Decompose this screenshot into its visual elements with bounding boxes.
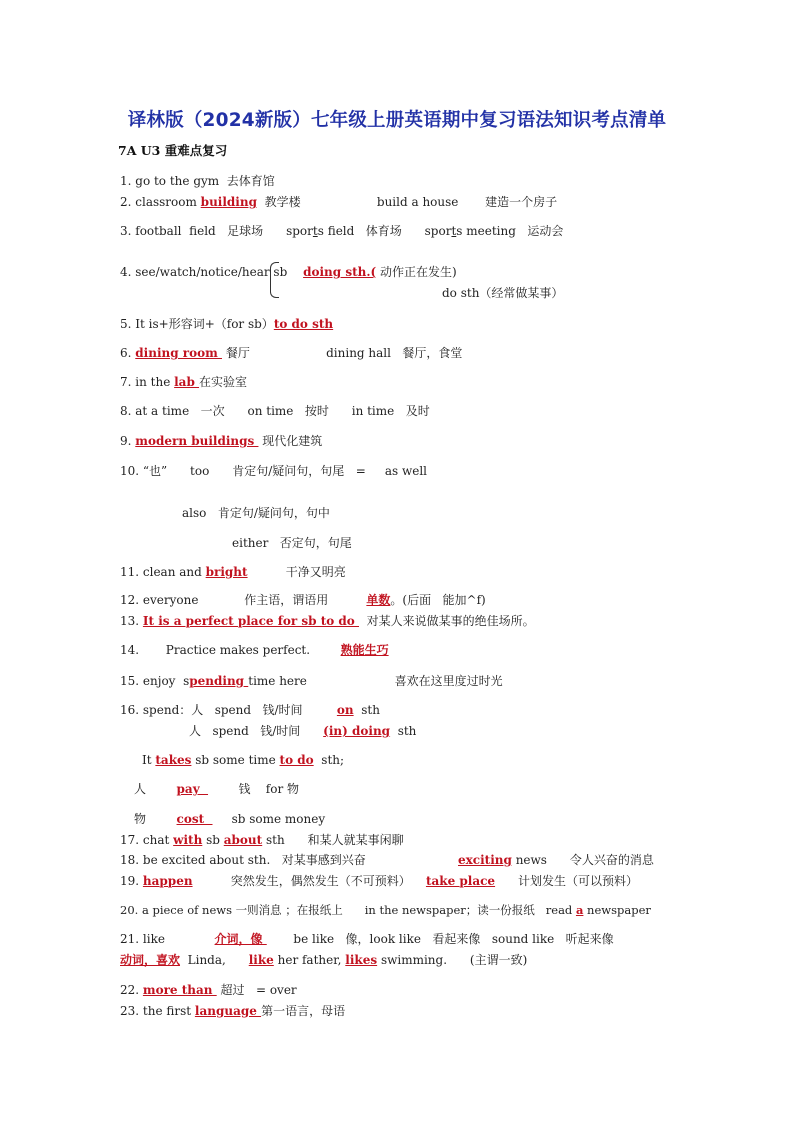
item-18: 18. be excited about sth. 对某事感到兴奋 [120, 853, 366, 867]
item-1: 1. go to the gym 去体育馆 [120, 174, 275, 188]
item-16-c: It takes sb some time to do sth; [142, 753, 345, 767]
answer-blank: pay [176, 782, 209, 796]
section-subtitle: 7A U3 重难点复习 [118, 143, 228, 158]
item-4: 4. see/watch/notice/hear sb doing sth.( 动作正在发生) [120, 265, 457, 279]
item-12: 12. everyone 作主语，谓语用 单数。(后面 能加^f) [120, 593, 486, 607]
answer-blank: to do [279, 753, 314, 767]
answer-blank: happen [142, 874, 193, 888]
item-21: 21. like 介词，像 be like 像，look like 看起来像 sound like 听起来像 [120, 932, 614, 946]
item-11: 11. clean and bright 干净又明亮 [120, 565, 346, 579]
page-title: 译林版（2024新版）七年级上册英语期中复习语法知识考点清单 [127, 110, 667, 131]
answer-blank: 熟能生巧 [340, 643, 389, 657]
brace-bracket [270, 262, 279, 298]
item-16: 16. spend：人 spend 钱/时间 on sth [120, 703, 380, 717]
answer-blank: to do sth [273, 317, 334, 331]
item-21-b: 动词，喜欢 Linda, like her father, likes swimming. (主谓一致) [120, 953, 528, 967]
answer-blank: on [336, 703, 354, 717]
answer-blank: lab [174, 375, 200, 389]
item-18-b: exciting news 令人兴奋的消息 [458, 853, 654, 867]
item-23: 23. the first language 第一语言，母语 [120, 1004, 346, 1018]
answer-blank: exciting [458, 853, 512, 867]
item-10-either: either 否定句，句尾 [232, 536, 352, 550]
item-7: 7. in the lab 在实验室 [120, 375, 248, 389]
answer-blank: It is a perfect place for sb to do [142, 614, 359, 628]
answer-blank: pending [189, 674, 249, 688]
item-19: 19. happen 突然发生，偶然发生（不可预料） take place 计划发生（可以预料） [120, 874, 638, 888]
item-16-d: 人 pay 钱 for 物 [134, 782, 300, 796]
item-22: 22. more than 超过 = over [120, 983, 297, 997]
item-10: 10. “也” too 肯定句/疑问句，句尾 = as well [120, 464, 428, 478]
answer-blank: more than [142, 983, 217, 997]
item-13: 13. It is a perfect place for sb to do 对某人来说做某事的绝佳场所。 [120, 614, 535, 628]
item-4-alt: do sth（经常做某事） [442, 286, 564, 300]
item-16-e: 物 cost sb some money [134, 812, 326, 826]
answer-blank: with [173, 833, 203, 847]
answer-blank: a [575, 903, 584, 917]
item-15: 15. enjoy spending time here 喜欢在这里度过时光 [120, 674, 503, 688]
answer-blank: take place [425, 874, 496, 888]
item-5: 5. It is+形容词+（for sb）to do sth [120, 317, 334, 331]
answer-blank: language [194, 1004, 262, 1018]
item-9: 9. modern buildings 现代化建筑 [120, 434, 323, 448]
item-6: 6. dining room 餐厅 dining hall 餐厅，食堂 [120, 346, 463, 360]
item-2: 2. classroom building 教学楼 build a house 建造一个房子 [120, 195, 558, 209]
answer-blank: building [200, 195, 257, 209]
answer-blank: 动词，喜欢 [120, 953, 181, 967]
answer-blank: cost [176, 812, 213, 826]
item-20: 20. a piece of news 一则消息 ；在报纸上 in the newspaper；读一份报纸 read a newspaper [120, 903, 651, 917]
item-10-also: also 肯定句/疑问句，句中 [182, 506, 330, 520]
item-14: 14. Practice makes perfect. 熟能生巧 [120, 643, 389, 657]
item-8: 8. at a time 一次 on time 按时 in time 及时 [120, 404, 430, 418]
answer-blank: like [248, 953, 274, 967]
item-16-b: 人 spend 钱/时间 (in) doing sth [189, 724, 417, 738]
answer-blank: 单数 [366, 593, 391, 607]
answer-blank: bright [205, 565, 248, 579]
item-17: 17. chat with sb about sth 和某人就某事闲聊 [120, 833, 404, 847]
answer-blank: likes [345, 953, 378, 967]
answer-blank: doing sth.( [303, 265, 377, 279]
answer-blank: dining room [135, 346, 222, 360]
answer-blank: 介词，像 [214, 932, 267, 946]
answer-blank: about [223, 833, 263, 847]
answer-blank: modern buildings [135, 434, 259, 448]
item-3: 3. football field 足球场 sports field 体育场 sports meeting 运动会 [120, 224, 564, 238]
answer-blank: takes [155, 753, 192, 767]
answer-blank: (in) doing [323, 724, 391, 738]
